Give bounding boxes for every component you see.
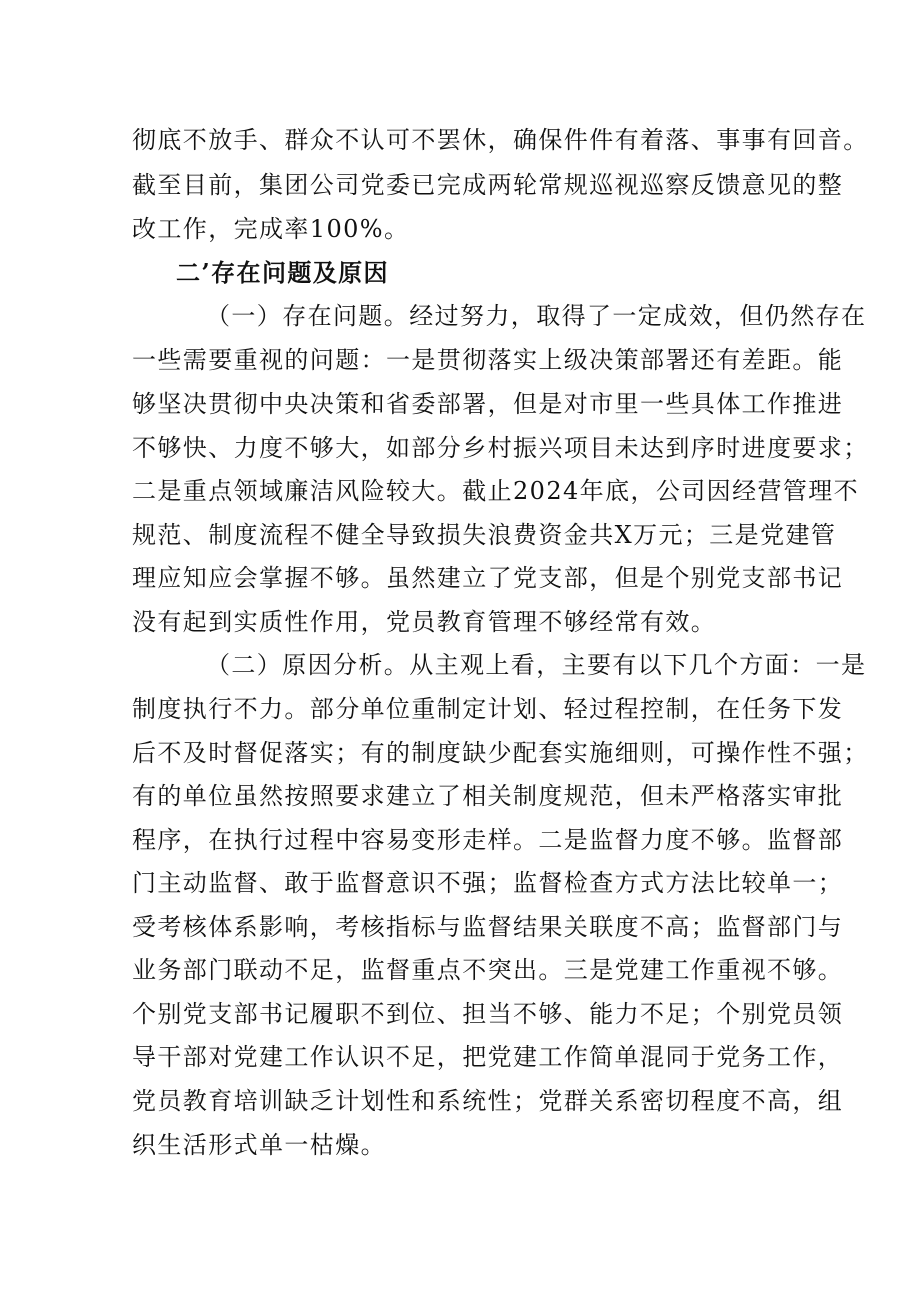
section-heading: 二’存在问题及原因 <box>176 258 389 287</box>
paragraph-line-10: 规范、制度流程不健全导致损失浪费资金共X万元；三是党建管 <box>132 521 837 549</box>
paragraph-line-20: 业务部门联动不足，监督重点不突出。三是党建工作重视不够。 <box>132 956 844 984</box>
paragraph-line-9: 二是重点领域廉洁风险较大。截止2024年底，公司因经营管理不 <box>132 477 860 505</box>
paragraph-line-15: 后不及时督促落实；有的制度缺少配套实施细则，可操作性不强； <box>132 739 869 767</box>
paragraph-line-7: 够坚决贯彻中央决策和省委部署，但是对市里一些具体工作推进 <box>132 390 844 418</box>
paragraph-line-12: 没有起到实质性作用，党员教育管理不够经常有效。 <box>132 608 717 636</box>
paragraph-line-21: 个别党支部书记履职不到位、担当不够、能力不足；个别党员领 <box>132 1000 844 1028</box>
paragraph-line-11: 理应知应会掌握不够。虽然建立了党支部，但是个别党支部书记 <box>132 564 844 592</box>
paragraph-line-5: （一）存在问题。经过努力，取得了一定成效，但仍然存在 <box>206 302 867 330</box>
paragraph-line-13: （二）原因分析。从主观上看，主要有以下几个方面：一是 <box>206 651 867 679</box>
paragraph-line-2: 截至目前，集团公司党委已完成两轮常规巡视巡察反馈意见的整 <box>132 171 844 199</box>
paragraph-line-17: 程序，在执行过程中容易变形走样。二是监督力度不够。监督部 <box>132 826 844 854</box>
paragraph-line-14: 制度执行不力。部分单位重制定计划、轻过程控制，在任务下发 <box>132 695 844 723</box>
paragraph-line-8: 不够快、力度不够大，如部分乡村振兴项目未达到序时进度要求； <box>132 434 869 462</box>
paragraph-line-22: 导干部对党建工作认识不足，把党建工作简单混同于党务工作， <box>132 1043 844 1071</box>
paragraph-line-23: 党员教育培训缺乏计划性和系统性；党群关系密切程度不高，组 <box>132 1087 844 1115</box>
paragraph-line-19: 受考核体系影响，考核指标与监督结果关联度不高；监督部门与 <box>132 913 844 941</box>
paragraph-line-16: 有的单位虽然按照要求建立了相关制度规范，但未严格落实审批 <box>132 782 844 810</box>
paragraph-line-6: 一些需要重视的问题：一是贯彻落实上级决策部署还有差距。能 <box>132 346 844 374</box>
paragraph-line-18: 门主动监督、敢于监督意识不强；监督检查方式方法比较单一； <box>132 869 844 897</box>
paragraph-line-1: 彻底不放手、群众不认可不罢休，确保件件有着落、事事有回音。 <box>132 126 869 154</box>
paragraph-line-24: 织生活形式单一枯燥。 <box>132 1131 386 1159</box>
paragraph-line-3: 改工作，完成率100%。 <box>132 215 410 243</box>
